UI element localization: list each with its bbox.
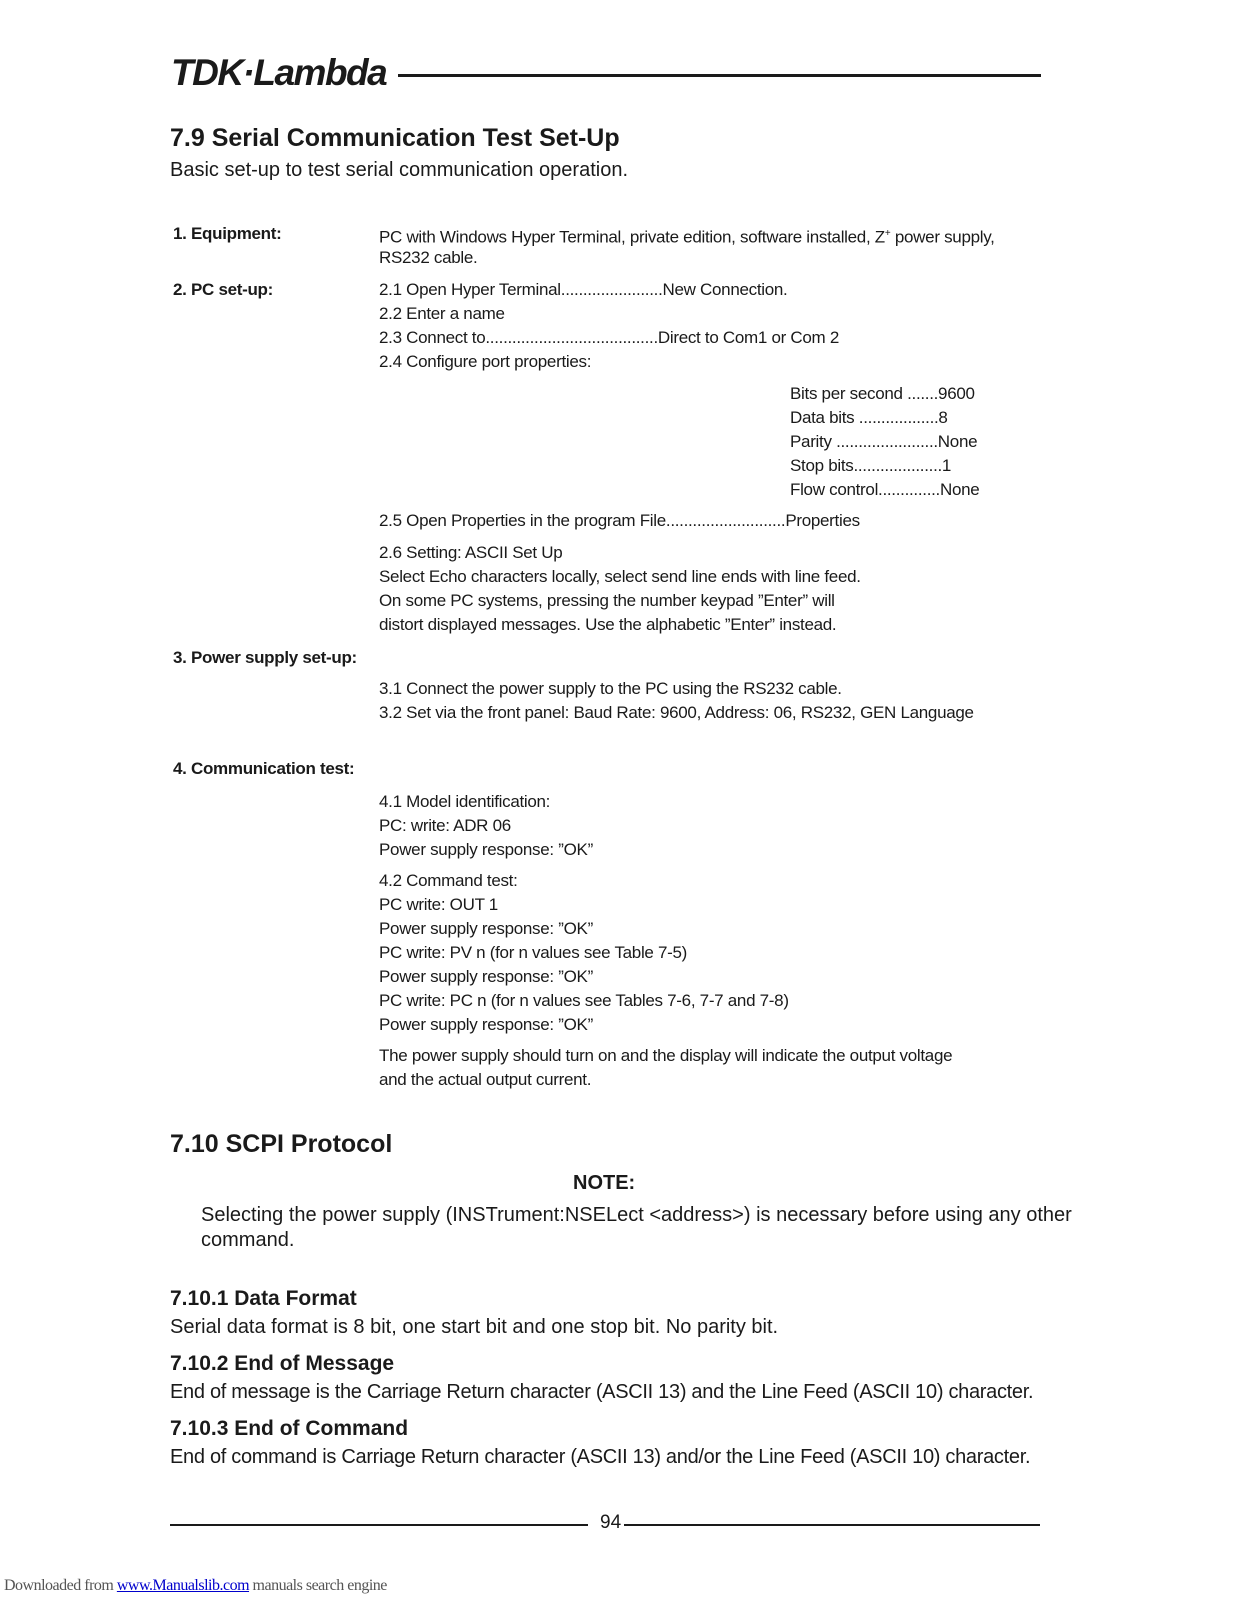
- download-notice: Downloaded from www.Manualslib.com manuals search engine: [4, 1577, 387, 1594]
- port-property: Data bits ..................8: [790, 408, 948, 427]
- list-item: 2.2 Enter a name: [379, 304, 505, 323]
- subsection-title-7-10-2: 7.10.2 End of Message: [170, 1352, 395, 1375]
- list-item: 2.1 Open Hyper Terminal.......................New Connection.: [379, 280, 788, 299]
- footer-rule-right: [624, 1524, 1040, 1526]
- port-property: Stop bits....................1: [790, 456, 952, 475]
- pc-setup-label: 2. PC set-up:: [173, 280, 274, 299]
- note-text: Selecting the power supply (INSTrument:NSELect <address>) is necessary before using any other command.: [201, 1204, 1072, 1251]
- port-properties-list: [790, 382, 979, 502]
- subsection-title-7-10-1: 7.10.1 Data Format: [170, 1287, 357, 1310]
- header-rule: [398, 74, 1041, 77]
- list-item: 2.4 Configure port properties:: [379, 352, 592, 371]
- step-2-5: 2.5 Open Properties in the program File...........................Properties: [379, 511, 860, 530]
- step-2-6: 2.6 Setting: ASCII Set Up Select Echo characters locally, select send line ends with line feed. On some PC systems, pressing the number keypad ”Enter” will distort displayed messages. Use the alphabetic ”Enter” instead.: [379, 543, 861, 634]
- subsection-text-7-10-1: Serial data format is 8 bit, one start bit and one stop bit. No parity bit.: [170, 1316, 779, 1338]
- subsection-text-7-10-3: End of command is Carriage Return character (ASCII 13) and/or the Line Feed (ASCII 10) character.: [170, 1446, 1031, 1468]
- equipment-text: PC with Windows Hyper Terminal, private edition, software installed, Z+ power supply, RS232 cable.: [379, 227, 995, 267]
- list-item: 3.2 Set via the front panel: Baud Rate: 9600, Address: 06, RS232, GEN Language: [379, 703, 974, 722]
- section-title-7-9: 7.9 Serial Communication Test Set-Up: [170, 124, 620, 152]
- list-item: 3.1 Connect the power supply to the PC using the RS232 cable.: [379, 679, 842, 698]
- note-title: NOTE:: [573, 1172, 636, 1194]
- port-property: Parity .......................None: [790, 432, 978, 451]
- manualslib-link[interactable]: www.Manualslib.com: [116, 1577, 250, 1594]
- power-supply-setup-label: 3. Power supply set-up:: [173, 648, 357, 667]
- power-supply-setup-steps: [379, 677, 974, 725]
- pc-setup-steps: [379, 278, 839, 374]
- section-intro: Basic set-up to test serial communication operation.: [170, 159, 628, 181]
- page-number: 94: [600, 1512, 622, 1533]
- tdk-lambda-logo: TDK·Lambda: [171, 52, 387, 93]
- model-identification: 4.1 Model identification: PC: write: ADR 06 Power supply response: ”OK”: [379, 792, 593, 859]
- subsection-text-7-10-2: End of message is the Carriage Return character (ASCII 13) and the Line Feed (ASCII 10) character.: [170, 1381, 1034, 1403]
- command-test: 4.2 Command test: PC write: OUT 1 Power supply response: ”OK” PC write: PV n (for n values see Table 7-5) Power supply response: ”OK” PC write: PC n (for n values see Tables 7-6, 7-7 and 7-8) Power supply response: ”OK”: [379, 871, 789, 1034]
- subsection-title-7-10-3: 7.10.3 End of Command: [170, 1417, 409, 1440]
- list-item: 2.3 Connect to.......................................Direct to Com1 or Com 2: [379, 328, 839, 347]
- equipment-label: 1. Equipment:: [173, 224, 282, 243]
- communication-test-label: 4. Communication test:: [173, 759, 355, 778]
- footer-rule-left: [170, 1524, 588, 1526]
- port-property: Flow control..............None: [790, 480, 980, 499]
- port-property: Bits per second .......9600: [790, 384, 975, 403]
- test-conclusion: The power supply should turn on and the display will indicate the output voltage and the actual output current.: [379, 1046, 953, 1089]
- section-title-7-10: 7.10 SCPI Protocol: [170, 1130, 393, 1158]
